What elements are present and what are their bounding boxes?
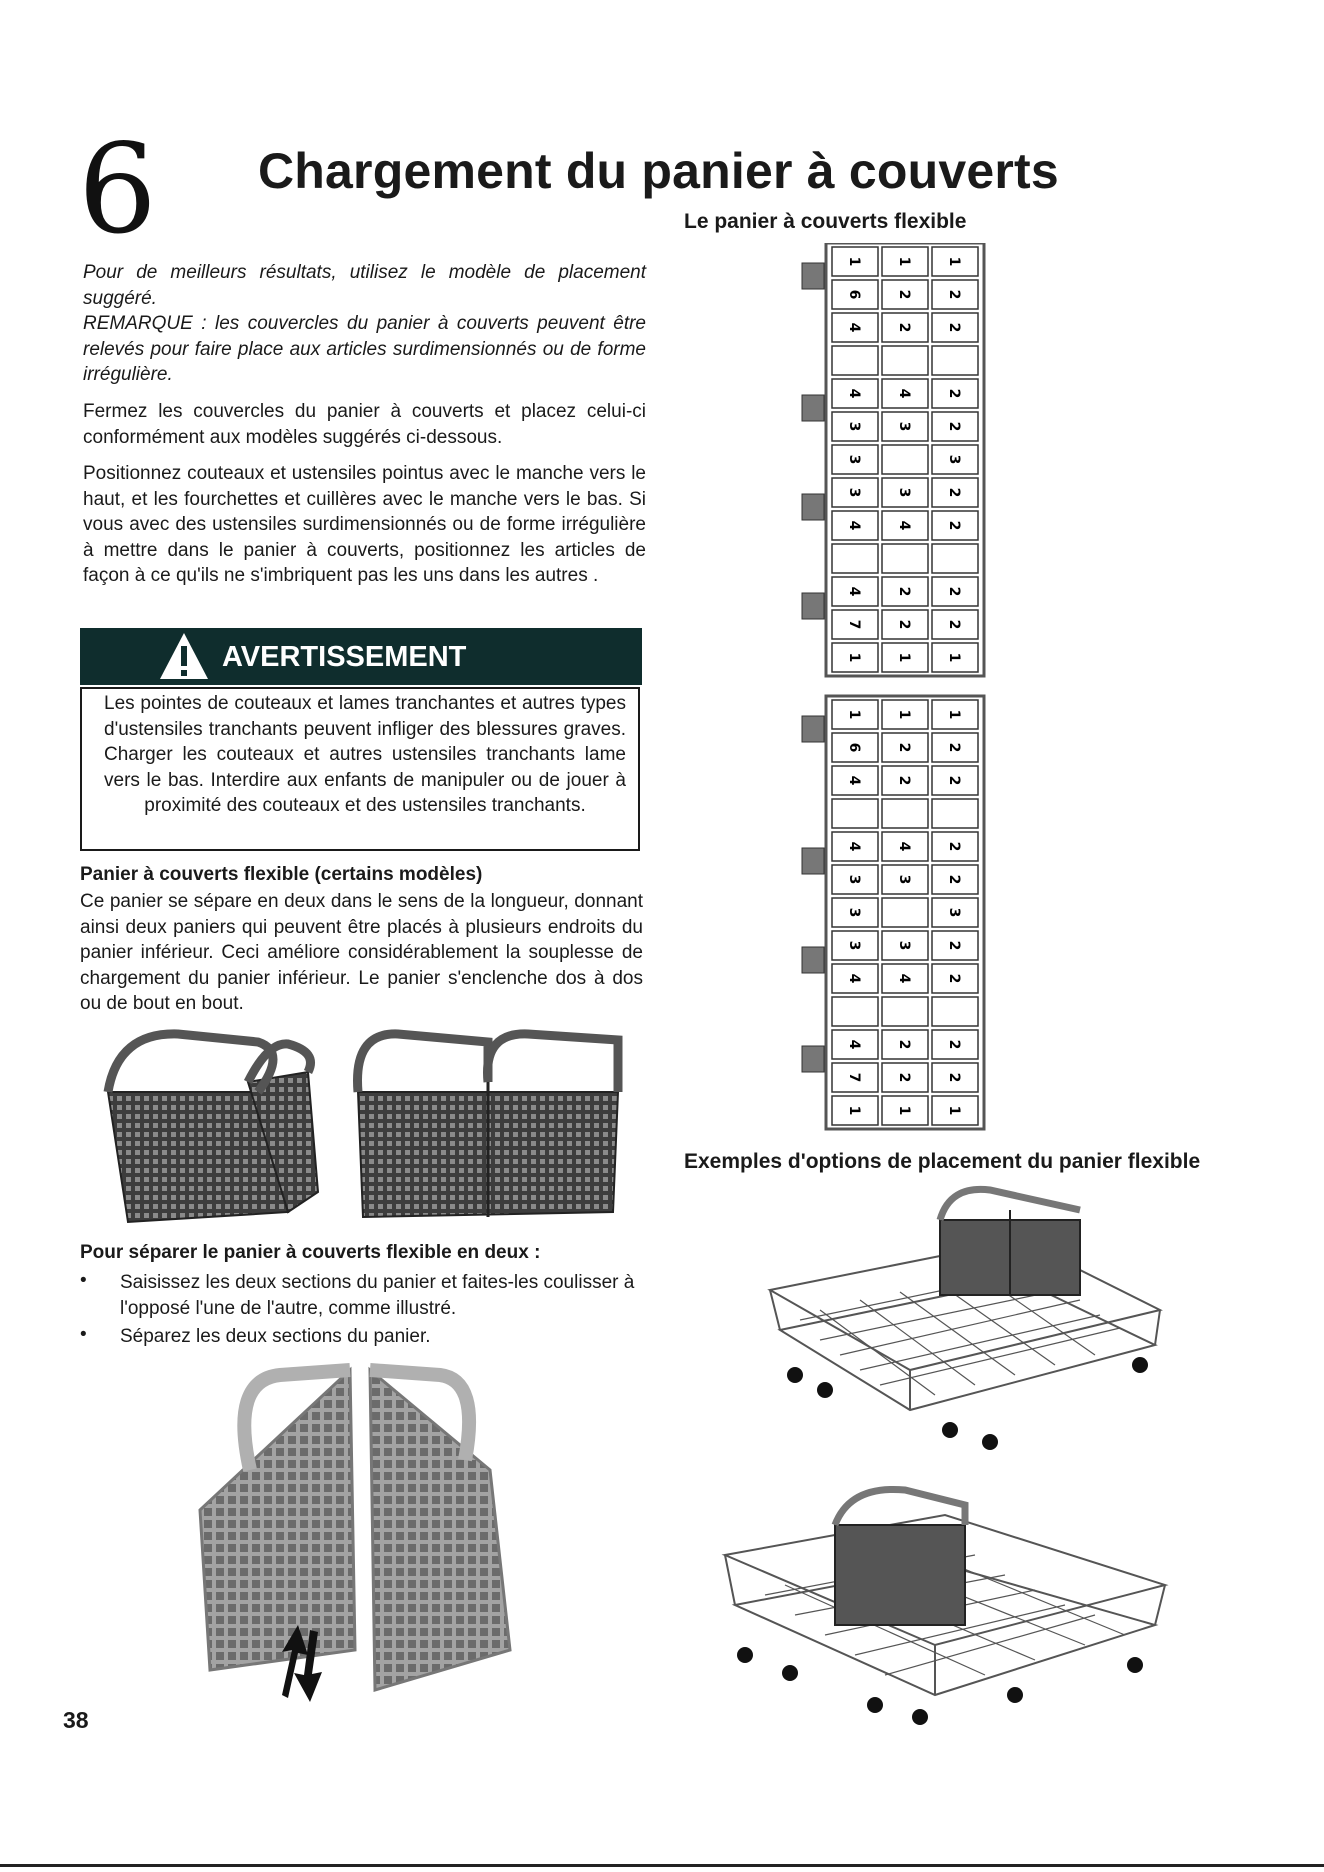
cell-number: 1	[946, 256, 962, 267]
cell-number: 4	[896, 388, 912, 399]
basket-cell	[832, 346, 878, 375]
basket-cell	[932, 799, 978, 828]
cell-number: 1	[946, 652, 962, 663]
cell-number: 4	[846, 973, 862, 984]
intro-note	[83, 260, 646, 388]
warning-triangle-icon	[158, 630, 210, 682]
cell-number: 2	[896, 289, 912, 300]
cell-number: 4	[846, 322, 862, 333]
cell-number: 2	[896, 586, 912, 597]
cell-number: 2	[946, 742, 962, 753]
basket-cell	[882, 445, 928, 474]
cell-number: 2	[946, 775, 962, 786]
cell-number: 3	[946, 454, 962, 465]
cell-number: 3	[896, 940, 912, 951]
bullet-item-2: Séparez les deux sections du panier.	[120, 1326, 431, 1347]
basket-cell	[932, 346, 978, 375]
warning-label: AVERTISSEMENT	[222, 641, 467, 673]
basket-cell	[932, 544, 978, 573]
basket-cell	[882, 898, 928, 927]
basket-end-to-end	[358, 1034, 619, 1217]
cell-number: 2	[946, 1039, 962, 1050]
chapter-number: 6	[78, 118, 157, 262]
cell-number: 2	[946, 520, 962, 531]
cell-number: 4	[846, 520, 862, 531]
cell-number: 4	[846, 586, 862, 597]
cell-number: 2	[896, 742, 912, 753]
cell-number: 1	[846, 652, 862, 663]
hinge-icon	[802, 395, 824, 421]
flexible-heading-bold: Panier à couverts flexible	[80, 864, 310, 885]
basket-cell	[882, 997, 928, 1026]
cell-number: 2	[896, 322, 912, 333]
cell-number: 2	[946, 874, 962, 885]
bullet-marker-2: •	[80, 1324, 87, 1345]
diagram-heading: Le panier à couverts flexible	[684, 210, 967, 233]
hinge-icon	[802, 848, 824, 874]
cutlery-basket-diagram	[800, 243, 1010, 1138]
cell-number: 4	[846, 388, 862, 399]
cell-number: 1	[846, 256, 862, 267]
cell-number: 3	[846, 874, 862, 885]
basket-back-to-back	[108, 1034, 318, 1222]
warning-text: Les pointes de couteaux et lames tranchantes et autres types d'ustensiles tranchants peuvent infliger des blessures graves. Charger les couteaux et autres ustensiles tranchants lame vers le bas. Interdire aux enfants de manipuler ou de jouer à proximité des couteaux et des ustensiles tranchants.	[104, 693, 626, 816]
page-bottom-rule	[0, 1864, 1324, 1867]
cell-number: 3	[846, 940, 862, 951]
basket-half-right	[370, 1370, 510, 1690]
cell-number: 1	[896, 256, 912, 267]
cell-number: 4	[846, 841, 862, 852]
basket-cell	[832, 997, 878, 1026]
flexible-basket-heading	[80, 864, 482, 886]
separate-heading: Pour séparer le panier à couverts flexible en deux :	[80, 1242, 541, 1263]
basket-cell	[882, 544, 928, 573]
cell-number: 1	[846, 1105, 862, 1116]
bullet-marker-1: •	[80, 1270, 87, 1291]
separated-basket-illustration	[190, 1350, 530, 1730]
cell-number: 6	[846, 289, 862, 300]
basket-cell	[932, 997, 978, 1026]
hinge-icon	[802, 716, 824, 742]
flexible-basket-text: Ce panier se sépare en deux dans le sens de la longueur, donnant ainsi deux paniers qui peuvent être placés à plusieurs endroits du panier inférieur. Ceci améliore considérablement la souplesse de chargement du panier inférieur. Le panier s'enclenche dos à dos ou de bout en bout.	[80, 891, 643, 1014]
cell-number: 2	[946, 322, 962, 333]
cell-number: 2	[946, 487, 962, 498]
cell-number: 3	[846, 421, 862, 432]
cell-number: 4	[896, 973, 912, 984]
rack-example-2	[715, 1485, 1170, 1765]
cell-number: 2	[946, 841, 962, 852]
cell-number: 1	[896, 652, 912, 663]
cell-number: 1	[896, 709, 912, 720]
hinge-icon	[802, 593, 824, 619]
page-title: Chargement du panier à couverts	[258, 143, 1059, 199]
cell-number: 2	[946, 940, 962, 951]
cell-number: 4	[846, 1039, 862, 1050]
basket-cell	[832, 544, 878, 573]
cell-number: 3	[846, 454, 862, 465]
basket-half-left	[200, 1370, 355, 1670]
cell-number: 7	[846, 619, 862, 630]
intro-line-2: REMARQUE : les couvercles du panier à couverts peuvent être relevés pour faire place aux articles surdimensionnés ou de forme irrégulière.	[83, 313, 646, 385]
cell-number: 1	[946, 709, 962, 720]
cell-number: 3	[896, 421, 912, 432]
basket-in-rack-2	[835, 1489, 965, 1625]
cell-number: 2	[946, 1072, 962, 1083]
basket-in-rack	[940, 1189, 1080, 1295]
cell-number: 4	[846, 775, 862, 786]
paragraph-close-lids: Fermez les couvercles du panier à couverts et placez celui-ci conformément aux modèles suggérés ci-dessous.	[83, 401, 646, 448]
bullet-item-1: Saisissez les deux sections du panier et faites-les coulisser à l'opposé l'une de l'autre, comme illustré.	[120, 1272, 635, 1319]
cell-number: 3	[896, 487, 912, 498]
cell-number: 3	[896, 874, 912, 885]
cell-number: 1	[946, 1105, 962, 1116]
hinge-icon	[802, 1046, 824, 1072]
page-number: 38	[63, 1707, 89, 1733]
cell-number: 3	[946, 907, 962, 918]
hinge-icon	[802, 947, 824, 973]
cell-number: 2	[946, 619, 962, 630]
paragraph-position: Positionnez couteaux et ustensiles pointus avec le manche vers le haut, et les fourchettes et cuillères avec le manche vers le bas. Si vous avec des ustensiles surdimensionnés ou de forme irrégulière à mettre dans le panier à couverts, positionnez les articles de façon à ce qu'ils ne s'imbriquent pas les uns dans les autres .	[83, 463, 646, 586]
cell-number: 2	[896, 619, 912, 630]
hinge-icon	[802, 494, 824, 520]
examples-heading: Exemples d'options de placement du panier flexible	[684, 1150, 1201, 1173]
cell-number: 3	[846, 907, 862, 918]
intro-line-1: Pour de meilleurs résultats, utilisez le modèle de placement suggéré.	[83, 262, 646, 309]
rack-example-1	[760, 1180, 1180, 1480]
cell-number: 1	[896, 1105, 912, 1116]
cell-number: 1	[846, 709, 862, 720]
hinge-icon	[802, 263, 824, 289]
cell-number: 7	[846, 1072, 862, 1083]
cell-number: 2	[946, 586, 962, 597]
cell-number: 6	[846, 742, 862, 753]
cell-number: 4	[896, 841, 912, 852]
cell-number: 4	[896, 520, 912, 531]
cell-number: 2	[896, 775, 912, 786]
cell-number: 2	[896, 1039, 912, 1050]
flexible-heading-rest: (certains modèles)	[309, 864, 483, 885]
basket-illustration-pair	[88, 1022, 648, 1242]
cell-number: 2	[946, 289, 962, 300]
cell-number: 2	[946, 388, 962, 399]
basket-cell	[832, 799, 878, 828]
cell-number: 2	[896, 1072, 912, 1083]
cell-number: 2	[946, 421, 962, 432]
cell-number: 2	[946, 973, 962, 984]
cell-number: 3	[846, 487, 862, 498]
basket-cell	[882, 346, 928, 375]
basket-cell	[882, 799, 928, 828]
